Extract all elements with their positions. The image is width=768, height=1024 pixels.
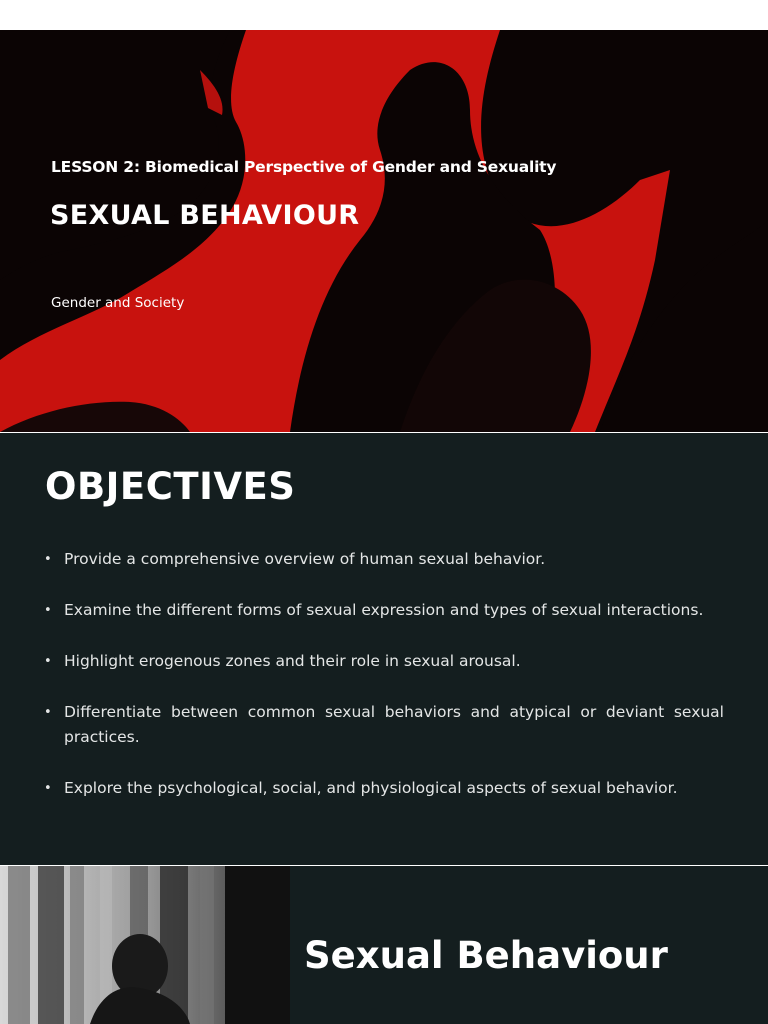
- objective-text: Examine the different forms of sexual expression and types of sexual interactions.: [64, 601, 704, 619]
- objectives-list: [44, 547, 724, 827]
- objective-text: Differentiate between common sexual behaviors and atypical or deviant sexual practices.: [64, 703, 724, 746]
- bullet-icon: •: [44, 654, 52, 669]
- objectives-slide: [0, 433, 768, 865]
- silhouette-photo: [0, 30, 768, 432]
- bullet-icon: •: [44, 781, 52, 796]
- title-slide: [0, 30, 768, 432]
- objective-item: [44, 776, 724, 801]
- bullet-icon: •: [44, 552, 52, 567]
- lesson-subtitle: LESSON 2: Biomedical Perspective of Gender and Sexuality: [51, 158, 557, 176]
- objective-text: Provide a comprehensive overview of human sexual behavior.: [64, 550, 546, 568]
- objective-item: [44, 598, 724, 623]
- section-slide: [0, 866, 768, 1024]
- objective-item: [44, 547, 724, 572]
- objective-text: Explore the psychological, social, and physiological aspects of sexual behavior.: [64, 779, 678, 797]
- course-name: Gender and Society: [51, 295, 185, 311]
- objectives-heading: OBJECTIVES: [45, 465, 296, 508]
- curtain-photo: [0, 866, 290, 1024]
- bullet-icon: •: [44, 705, 52, 720]
- objective-text: Highlight erogenous zones and their role in sexual arousal.: [64, 652, 521, 670]
- slide-title: SEXUAL BEHAVIOUR: [50, 200, 360, 231]
- objective-item: [44, 649, 724, 674]
- bullet-icon: •: [44, 603, 52, 618]
- objective-item: [44, 700, 724, 750]
- section-title: Sexual Behaviour: [304, 934, 668, 977]
